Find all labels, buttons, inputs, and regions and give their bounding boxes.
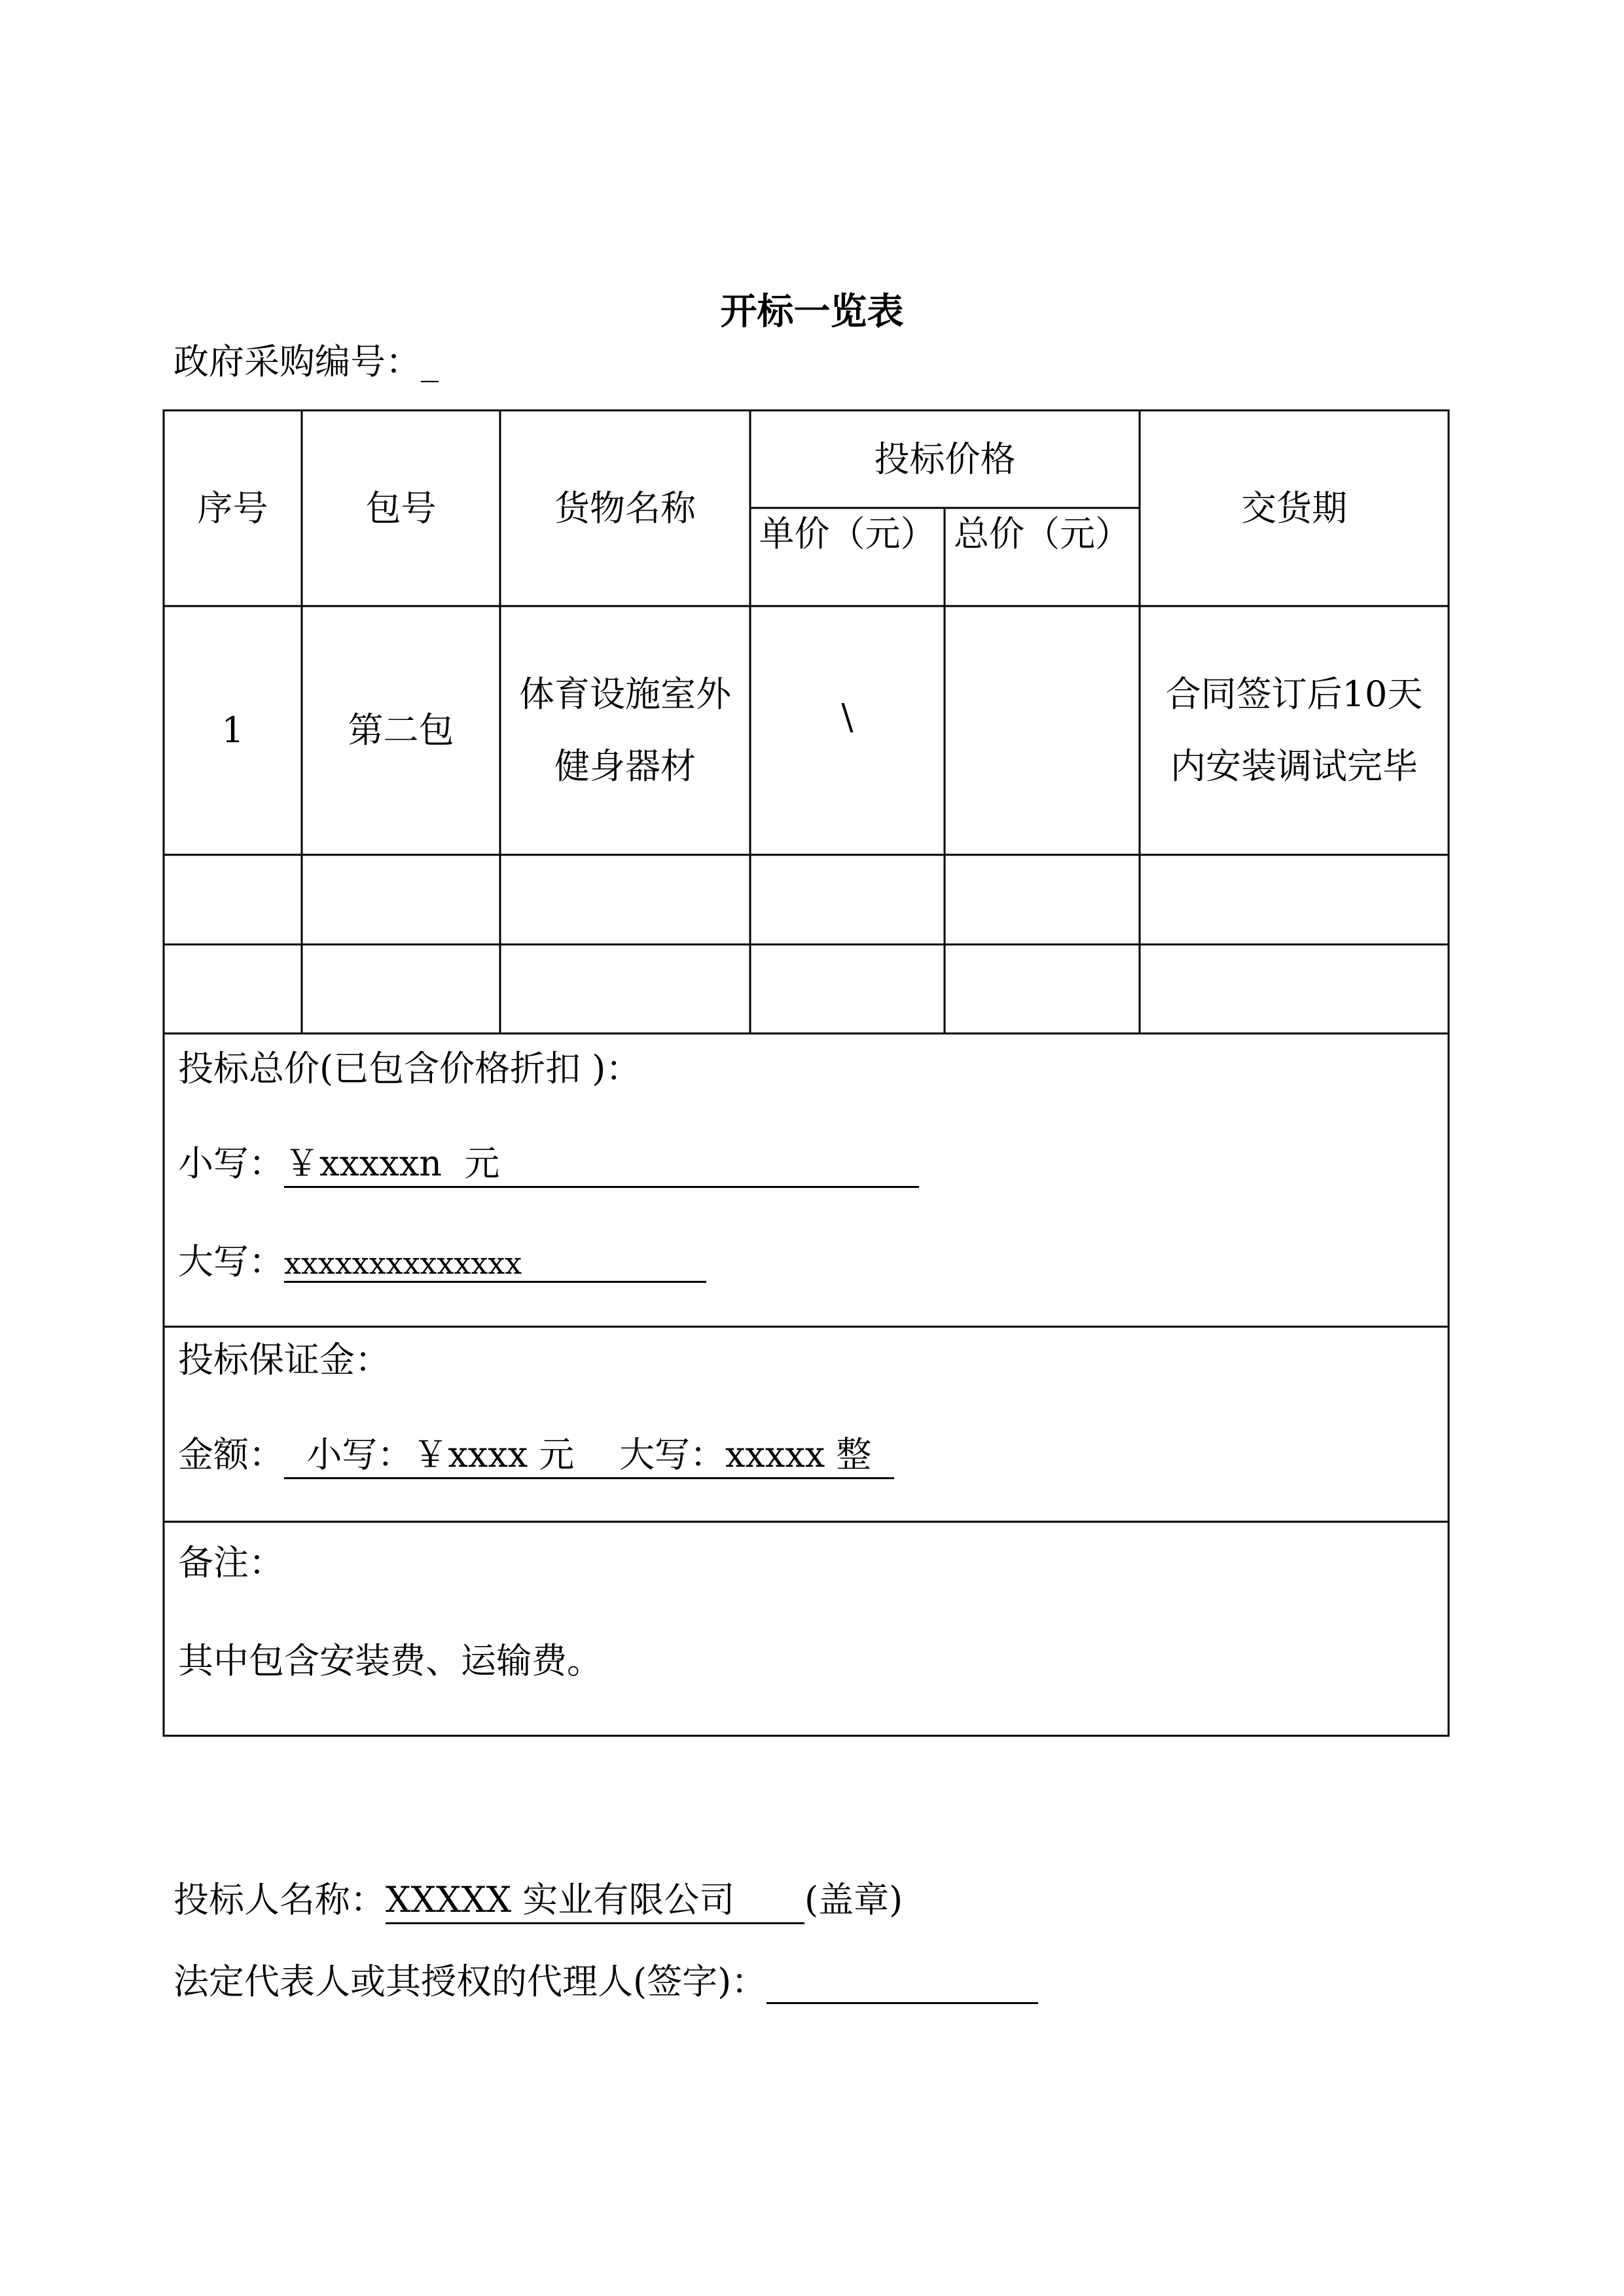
seal-note: (盖章) xyxy=(804,1879,903,1920)
header-unit-price: 单价（元） xyxy=(759,513,936,554)
deposit-label: 投标保证金： xyxy=(178,1339,390,1380)
total-big-line xyxy=(178,1234,706,1284)
row1-delivery: 合同签订后10天内安装调试完毕 xyxy=(1165,673,1423,787)
deposit-amount-label: 金额： xyxy=(178,1434,284,1475)
bidder-name-label: 投标人名称： xyxy=(173,1879,386,1920)
row1-seq: 1 xyxy=(221,709,244,751)
header-bid-price: 投标价格 xyxy=(874,438,1016,480)
header-goods: 货物名称 xyxy=(554,487,696,529)
total-price-label: 投标总价(已包含价格折扣 )： xyxy=(178,1048,641,1089)
header-delivery: 交货期 xyxy=(1241,487,1347,529)
remarks-text: 其中包含安装费、运输费。 xyxy=(178,1640,602,1681)
total-small-line xyxy=(178,1136,919,1188)
page-title: 开标一览表 xyxy=(720,290,904,333)
deposit-amount-value: 小写：￥xxxx 元 大写：xxxxx 整 xyxy=(284,1427,894,1479)
row1-goods: 体育设施室外健身器材 xyxy=(519,673,731,787)
representative-line xyxy=(173,1954,1038,2004)
total-big-label: 大写： xyxy=(178,1241,284,1282)
remarks-label: 备注： xyxy=(178,1542,284,1583)
bidder-name-line xyxy=(173,1872,903,1924)
header-total-price: 总价（元） xyxy=(954,513,1130,554)
total-small-value: ￥xxxxxn 元 xyxy=(284,1136,919,1188)
header-package: 包号 xyxy=(365,487,437,529)
representative-label: 法定代表人或其授权的代理人(签字)： xyxy=(173,1961,767,2002)
row1-total-price xyxy=(945,606,1140,855)
procurement-number: 政府采购编号：_ xyxy=(173,341,439,382)
total-big-value: xxxxxxxxxxxxxx xyxy=(284,1246,706,1283)
deposit-amount-line xyxy=(178,1427,894,1479)
row1-unit-price: \ xyxy=(841,696,854,738)
total-small-label: 小写： xyxy=(178,1143,284,1184)
row1-package: 第二包 xyxy=(348,709,454,751)
header-seq: 序号 xyxy=(197,487,268,529)
bidder-name-value: XXXXX 实业有限公司 xyxy=(386,1872,804,1924)
signature-field[interactable] xyxy=(767,1963,1038,2004)
